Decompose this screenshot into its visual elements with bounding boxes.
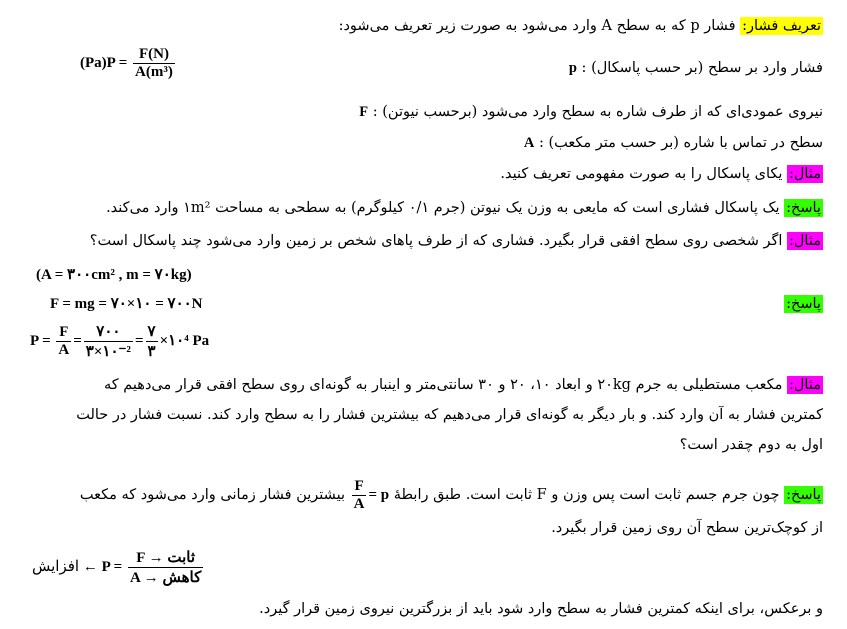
example-tag: مثال: xyxy=(789,166,821,182)
frac-num: F xyxy=(352,478,367,496)
answer-1 xyxy=(106,200,823,216)
example-tag: مثال: xyxy=(789,233,821,249)
answer-2-tag-line xyxy=(784,296,823,312)
item-p xyxy=(569,60,823,77)
frac-num: ۷۰۰ xyxy=(84,322,133,342)
frac-num: ۷ xyxy=(147,324,156,340)
definition-text: فشار p که به سطح A وارد می‌شود به صورت زیر تعریف می‌شود: xyxy=(338,18,741,34)
arrow-relation xyxy=(32,548,205,587)
frac-num: F xyxy=(56,324,71,342)
definition-tag: تعریف فشار: xyxy=(742,18,821,34)
example-text: مکعب مستطیلی به جرم ۲۰kg و ابعاد ۱۰، ۲۰ و ۳۰ سانتی‌متر و اینبار به گونه‌ای روی سطح افقی قرار می‌دهیم که xyxy=(103,377,788,393)
inline-formula xyxy=(350,478,390,512)
answer-text: چون جرم جسم ثابت است پس وزن و F ثابت است. طبق رابطهٔ xyxy=(389,486,785,503)
formula-lhs: (Pa)P = xyxy=(80,54,128,71)
item-text: : نیروی عمودی‌ای که از طرف شاره به سطح وارد می‌شود (برحسب نیوتن) xyxy=(368,104,823,120)
final-line: و برعکس، برای اینکه کمترین فشار به سطح وارد شود باید از بزرگترین نیروی زمین قرار گیرد. xyxy=(259,601,823,617)
calc-lhs: P = xyxy=(30,332,51,349)
example-3-line-3: اول به دوم چقدر است؟ xyxy=(679,437,823,453)
frac-num: F → ثابت xyxy=(128,548,203,568)
definition-line xyxy=(339,18,823,34)
inline-lhs: p = xyxy=(368,486,390,503)
answer-text: بیشترین فشار زمانی وارد می‌شود که مکعب xyxy=(79,486,350,503)
arrow-label: افزایش xyxy=(32,556,80,575)
frac-den: ۳ xyxy=(147,344,156,360)
example-1 xyxy=(500,166,823,182)
frac-den: A xyxy=(353,496,365,512)
formula-denominator: A(m³) xyxy=(135,64,173,80)
answer-3-line-1 xyxy=(80,478,823,513)
formula-numerator: F(N) xyxy=(133,46,175,64)
item-text: : سطح در تماس با شاره (بر حسب متر مکعب) xyxy=(534,135,823,151)
given-values: (A = ۳۰۰cm² , m = ۷۰kg) xyxy=(36,267,192,283)
item-symbol: F xyxy=(359,104,369,120)
item-text: : فشار وارد بر سطح (بر حسب پاسکال) xyxy=(576,60,823,76)
answer-text: یک پاسکال فشاری است که مایعی به وزن یک نیوتن (جرم ۰/۱ کیلوگرم) به سطحی به مساحت ۱m² وارد می‌کند. xyxy=(106,200,785,216)
example-tag: مثال: xyxy=(789,377,821,393)
item-symbol: A xyxy=(523,135,535,151)
answer-tag: پاسخ: xyxy=(786,296,821,312)
item-a xyxy=(524,135,823,152)
answer-tag: پاسخ: xyxy=(786,200,821,216)
frac-den: A → کاهش xyxy=(129,570,202,586)
example-text: اگر شخصی روی سطح افقی قرار بگیرد. فشاری که از طرف پاهای شخص بر زمین وارد می‌شود چند پاسکال است؟ xyxy=(89,233,788,249)
answer-3-line-2: از کوچک‌ترین سطح آن روی زمین قرار بگیرد. xyxy=(551,520,823,536)
example-text: یکای پاسکال را به صورت مفهومی تعریف کنید. xyxy=(500,166,788,182)
frac-den: ۳×۱۰⁻² xyxy=(85,344,131,360)
calc-tail: ×۱۰⁴ Pa xyxy=(159,332,210,349)
example-2 xyxy=(90,233,823,249)
arrow-lhs: ← P = xyxy=(82,558,123,575)
pressure-calc: P = $\frac{F}{A}$ = $\frac{۷۰۰}{\text{۳×۱۰⁻²}}$ = $\frac{۷}{۳}$ ×۱۰⁴ Pa xyxy=(30,324,210,360)
example-3-line-2: کمترین فشار به آن وارد کند. و بار دیگر به گونه‌ای قرار می‌دهیم که بیشترین فشار را به سطح وارد کند. نسبت فشار در حالت xyxy=(76,407,823,423)
item-symbol: p xyxy=(568,60,577,76)
frac-den: A xyxy=(58,342,70,358)
force-equation: F = mg = ۷۰×۱۰ = ۷۰۰N xyxy=(50,296,203,312)
item-f xyxy=(359,104,823,121)
example-3-line-1 xyxy=(104,377,823,393)
answer-tag: پاسخ: xyxy=(786,486,821,503)
pressure-formula xyxy=(80,46,177,81)
